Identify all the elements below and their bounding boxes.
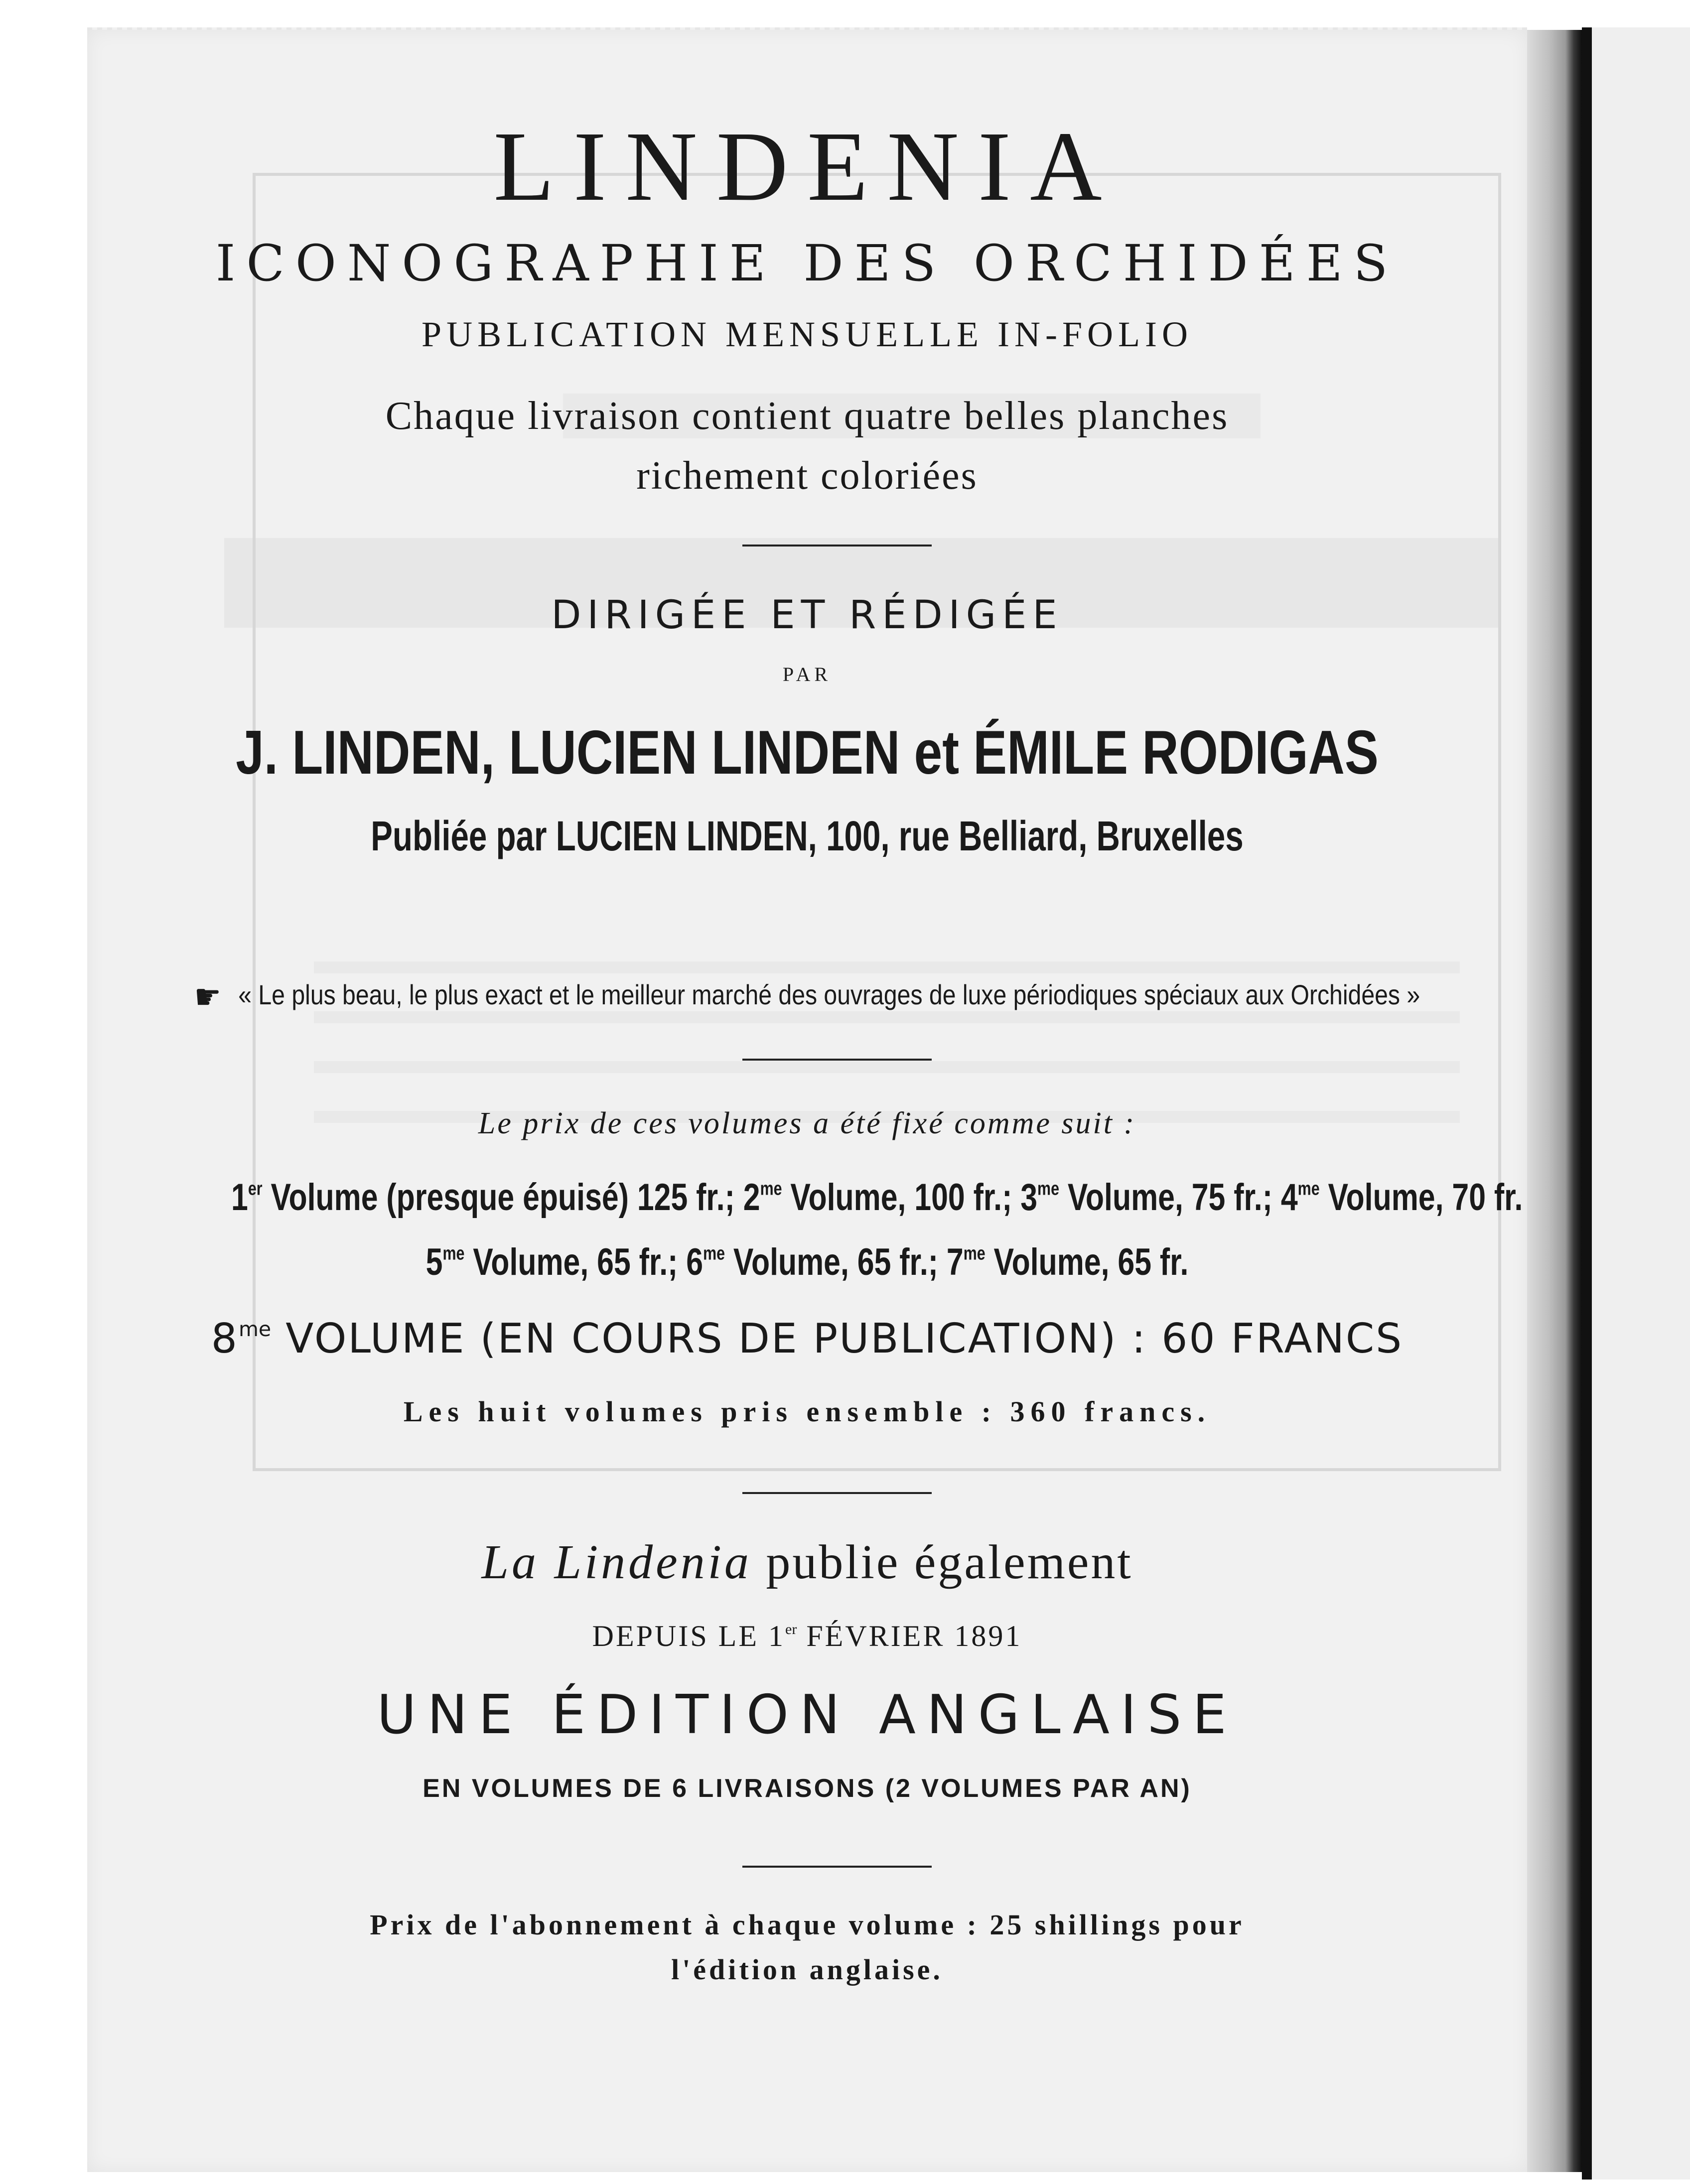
praise-quote (188, 976, 1426, 1017)
volume-prices-line1: 1er Volume (presque épuisé) 125 fr.; $2^{me}$ Volume, 100 fr.; $3^{me}$ Volume, 75 fr.; $4^{me}$ Volume, 70 fr. (231, 1176, 1523, 1219)
authors: J. LINDEN, LUCIEN LINDEN et ÉMILE RODIGAS (236, 718, 1379, 787)
binding-shadow (1582, 27, 1592, 2180)
english-edition-intro: La Lindenia publie également (481, 1535, 1133, 1589)
livraison-description-line1: Chaque livraison contient quatre belles planches (385, 394, 1229, 438)
divider-3 (742, 1492, 932, 1494)
divider-1 (742, 545, 932, 546)
directed-heading: DIRIGÉE ET RÉDIGÉE (551, 593, 1063, 638)
publisher-address: Publiée par LUCIEN LINDEN, 100, rue Belliard, Bruxelles (371, 813, 1244, 859)
adjacent-page (1592, 27, 1690, 2180)
page-title: LINDENIA (493, 112, 1121, 222)
livraison-description-line2: richement coloriées (636, 454, 978, 498)
volume-prices-line2: $5^{me}$ Volume, 65 fr.; $6^{me}$ Volume, 65 fr.; $7^{me}$ Volume, 65 fr. (425, 1241, 1189, 1283)
divider-2 (742, 1059, 932, 1061)
subscription-price-line1: Prix de l'abonnement à chaque volume : 25 shillings pour (370, 1909, 1245, 1941)
subscription-price-line2: l'édition anglaise. (671, 1953, 943, 1986)
pointing-hand-icon: ☛ (194, 977, 221, 1016)
english-edition-volumes: EN VOLUMES DE 6 LIVRAISONS (2 VOLUMES PAR AN) (422, 1774, 1192, 1803)
page-subtitle: ICONOGRAPHIE DES ORCHIDÉES (215, 234, 1399, 292)
volume8-price: $8^{me}$ VOLUME (EN COURS DE PUBLICATION) : 60 FRANCS (211, 1315, 1404, 1363)
quote-text: « Le plus beau, le plus exact et le meilleur marché des ouvrages de luxe périodiques spéciaux aux Orchidées » (238, 978, 1420, 1010)
all-volumes-price: Les huit volumes pris ensemble : 360 francs. (403, 1395, 1211, 1428)
price-intro: Le prix de ces volumes a été fixé comme suit : (478, 1106, 1136, 1140)
english-edition-heading: UNE ÉDITION ANGLAISE (377, 1684, 1238, 1746)
english-edition-date: DEPUIS LE 1er FÉVRIER 1891 (592, 1620, 1022, 1652)
par-label: PAR (782, 663, 832, 685)
binding-edge (1527, 30, 1582, 2172)
divider-4 (742, 1866, 932, 1868)
publication-frequency: PUBLICATION MENSUELLE IN-FOLIO (422, 314, 1193, 354)
